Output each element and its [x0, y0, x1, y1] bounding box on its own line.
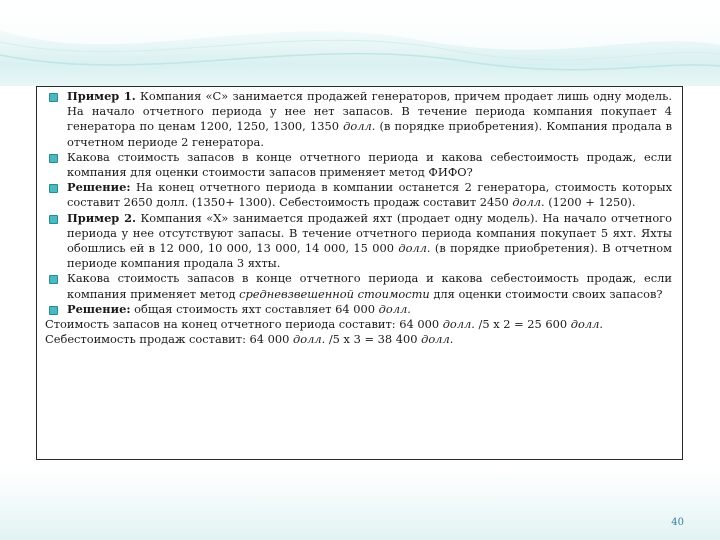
- solution-heading: Решение:: [67, 301, 131, 316]
- question-text: Какова стоимость запасов в конце отчетного периода и какова себестоимость продаж, если компания применяет метод: [67, 271, 672, 301]
- item-text-tail: для оценки стоимости своих запасов?: [429, 286, 663, 301]
- item-text-tail: (в порядке приобретения). Компания продала в отчетном периоде 2 генератора.: [67, 119, 672, 149]
- result-line-inventory: Стоимость запасов на конец отчетного периода составит: 64 000 долл. /5 х 2 = 25 600 долл.: [45, 317, 603, 332]
- item-text: На конец отчетного периода в компании останется 2 генератора, стоимость которых составит 2650 долл. (1350+ 1300). Себестоимость продаж составит 2450: [67, 180, 672, 210]
- list-item: [45, 180, 672, 210]
- list-item: [45, 211, 672, 272]
- bullet-icon: [49, 93, 58, 102]
- page-number: 40: [671, 517, 684, 528]
- item-text: Компания «Х» занимается продажей яхт (продает одну модель). На начало отчетного периода у нее отсутствуют запасы. В течение отчетного периода компания покупает 5 яхт. Яхты обошлись ей в 12 000, 10 000, 13 000, 14 000, 15 000: [67, 210, 673, 256]
- item-text: Компания «С» занимается продажей генераторов, причем продает лишь одну модель. На начало отчетного периода у нее нет запасов. В течение периода компания покупает 4 генератора по ценам 1200, 1250, 1300, 1350: [67, 89, 672, 134]
- currency-unit: долл.: [512, 195, 545, 210]
- bullet-icon: [49, 184, 58, 193]
- result-line-cost: Себестоимость продаж составит: 64 000 долл. /5 х 3 = 38 400 долл.: [45, 332, 454, 347]
- list-item: [45, 150, 672, 180]
- list-item: [45, 271, 672, 301]
- item-text-tail: (1200 + 1250).: [544, 195, 636, 210]
- item-text-tail: (в порядке приобретения). В отчетном периоде компания продала 3 яхты.: [67, 241, 672, 271]
- bullet-icon: [49, 154, 58, 163]
- method-name: средневзвешенной стоимости: [239, 286, 430, 301]
- bottom-decor-band: [0, 470, 720, 540]
- bullet-icon: [49, 215, 58, 224]
- question-text: Какова стоимость запасов в конце отчетного периода и какова себестоимость продаж, если компания для оценки стоимости запасов применяет метод ФИФО?: [67, 149, 672, 180]
- solution-heading: Решение:: [67, 180, 131, 195]
- currency-unit: долл.: [398, 241, 431, 256]
- bullet-icon: [49, 275, 58, 284]
- list-item: [45, 302, 672, 317]
- list-item: [45, 89, 672, 150]
- currency-unit: долл.: [378, 301, 411, 316]
- example-heading: Пример 1.: [67, 89, 136, 103]
- bullet-icon: [49, 306, 58, 315]
- currency-unit: долл.: [343, 119, 376, 134]
- example-heading: Пример 2.: [67, 210, 136, 225]
- content-box: [36, 86, 683, 460]
- item-text: общая стоимость яхт составляет 64 000: [130, 301, 379, 316]
